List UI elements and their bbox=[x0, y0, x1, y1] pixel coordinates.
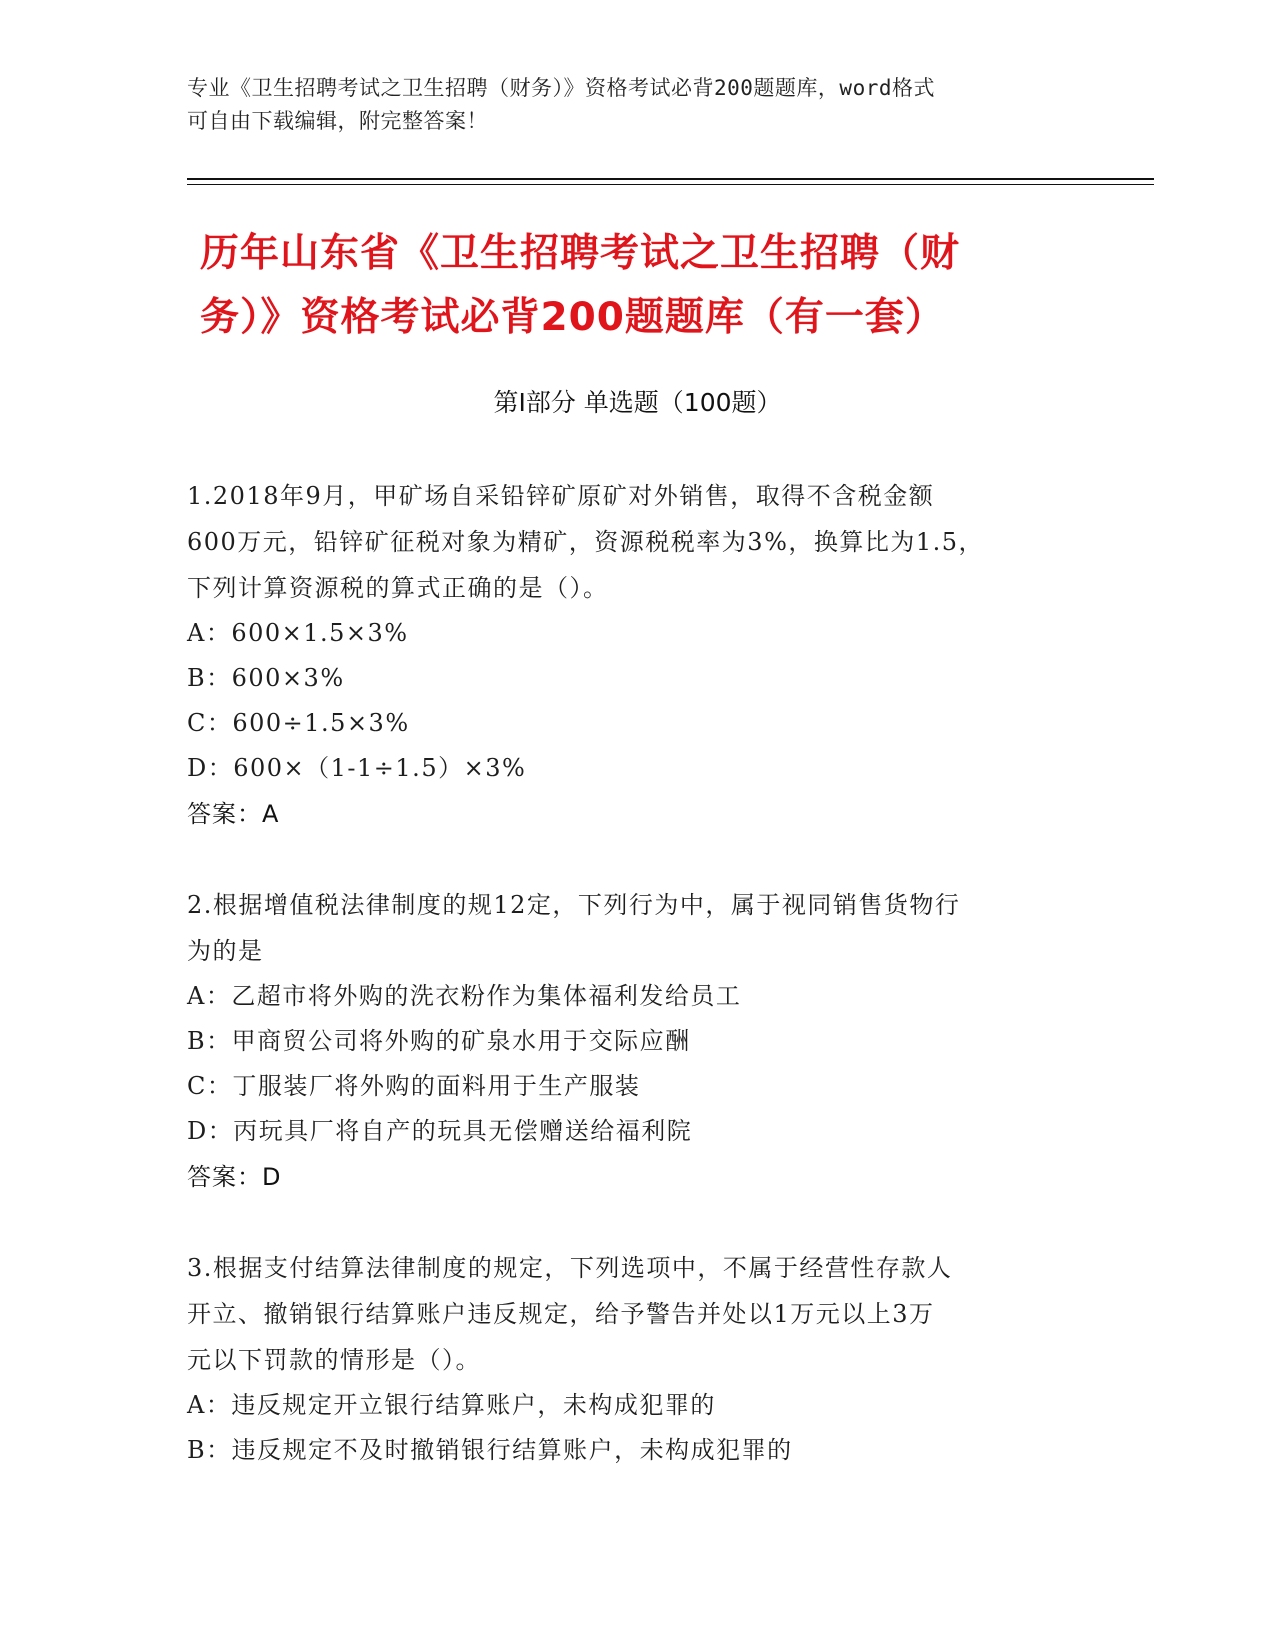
question-stem-line: 2.根据增值税法律制度的规12定，下列行为中，属于视同销售货物行 bbox=[187, 891, 961, 919]
header-note-line-1: 专业《卫生招聘考试之卫生招聘（财务）》资格考试必背200题题库，word格式 bbox=[187, 76, 935, 100]
question-stem-line: 为的是 bbox=[187, 937, 264, 965]
answer-label: 答案：A bbox=[187, 800, 280, 828]
option-c: C：600÷1.5×3% bbox=[187, 709, 410, 737]
document-title bbox=[200, 222, 1080, 350]
answer-label: 答案：D bbox=[187, 1163, 282, 1191]
document-title-line-1: 历年山东省《卫生招聘考试之卫生招聘（财 bbox=[200, 231, 961, 276]
option-b: B：甲商贸公司将外购的矿泉水用于交际应酬 bbox=[187, 1027, 691, 1055]
section-heading: 第Ⅰ部分 单选题（100题） bbox=[493, 388, 782, 417]
question-1 bbox=[187, 473, 1087, 837]
question-stem-line: 下列计算资源税的算式正确的是（）。 bbox=[187, 574, 609, 602]
option-d: D：丙玩具厂将自产的玩具无偿赠送给福利院 bbox=[187, 1117, 693, 1145]
question-stem-line: 开立、撤销银行结算账户违反规定，给予警告并处以1万元以上3万 bbox=[187, 1300, 935, 1328]
question-stem-line: 3.根据支付结算法律制度的规定，下列选项中，不属于经营性存款人 bbox=[187, 1254, 953, 1282]
question-2 bbox=[187, 882, 1087, 1200]
question-stem-line: 600万元，铅锌矿征税对象为精矿，资源税税率为3%，换算比为1.5， bbox=[187, 528, 985, 556]
option-b: B：600×3% bbox=[187, 664, 345, 692]
option-c: C：丁服装厂将外购的面料用于生产服装 bbox=[187, 1072, 641, 1100]
option-a: A：乙超市将外购的洗衣粉作为集体福利发给员工 bbox=[187, 982, 742, 1010]
option-b: B：违反规定不及时撤销银行结算账户，未构成犯罪的 bbox=[187, 1436, 793, 1464]
header-note bbox=[187, 72, 1067, 138]
option-d: D：600×（1-1÷1.5）×3% bbox=[187, 754, 527, 782]
option-a: A：违反规定开立银行结算账户，未构成犯罪的 bbox=[187, 1391, 716, 1419]
header-note-line-2: 可自由下载编辑，附完整答案！ bbox=[187, 109, 488, 133]
header-rule-thin bbox=[187, 184, 1154, 185]
question-stem-line: 元以下罚款的情形是（）。 bbox=[187, 1346, 481, 1374]
option-a: A：600×1.5×3% bbox=[187, 619, 409, 647]
question-3 bbox=[187, 1245, 1087, 1473]
question-stem-line: 1.2018年9月，甲矿场自采铅锌矿原矿对外销售，取得不含税金额 bbox=[187, 482, 935, 510]
header-rule-thick bbox=[187, 178, 1154, 180]
document-title-line-2: 务）》资格考试必背200题题库（有一套） bbox=[200, 295, 945, 340]
